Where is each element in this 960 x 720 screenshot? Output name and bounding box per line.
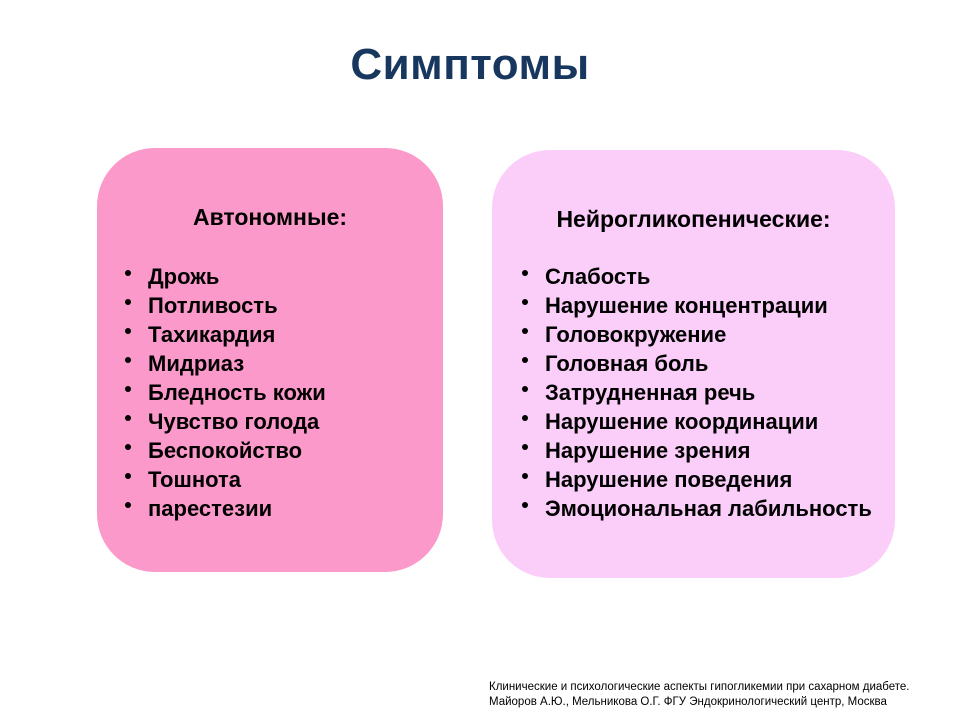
list-item: Головокружение bbox=[545, 320, 895, 349]
neuroglycopenic-box-header: Нейрогликопенические: bbox=[556, 206, 831, 232]
list-item: Дрожь bbox=[148, 262, 443, 291]
citation-line-2: Майоров А.Ю., Мельникова О.Г. ФГУ Эндокринологический центр, Москва bbox=[489, 696, 887, 708]
autonomic-symptoms-box bbox=[97, 148, 443, 572]
list-item: Нарушение координации bbox=[545, 407, 895, 436]
neuroglycopenic-symptoms-list bbox=[492, 262, 895, 523]
list-item: Нарушение поведения bbox=[545, 465, 895, 494]
citation-footer bbox=[489, 680, 909, 710]
list-item: Нарушение концентрации bbox=[545, 291, 895, 320]
list-item: Бледность кожи bbox=[148, 378, 443, 407]
list-item: Мидриаз bbox=[148, 349, 443, 378]
list-item: Тахикардия bbox=[148, 320, 443, 349]
citation-line-1: Клинические и психологические аспекты гипогликемии при сахарном диабете. bbox=[489, 681, 910, 693]
list-item: Затрудненная речь bbox=[545, 378, 895, 407]
list-item: парестезии bbox=[148, 494, 443, 523]
slide-title: Симптомы bbox=[350, 40, 590, 89]
list-item: Нарушение зрения bbox=[545, 436, 895, 465]
list-item: Чувство голода bbox=[148, 407, 443, 436]
list-item: Головная боль bbox=[545, 349, 895, 378]
list-item: Эмоциональная лабильность bbox=[545, 494, 895, 523]
autonomic-symptoms-list bbox=[97, 262, 443, 523]
list-item: Потливость bbox=[148, 291, 443, 320]
list-item: Тошнота bbox=[148, 465, 443, 494]
neuroglycopenic-symptoms-box bbox=[492, 150, 895, 578]
autonomic-box-header: Автономные: bbox=[192, 204, 348, 230]
list-item: Беспокойство bbox=[148, 436, 443, 465]
list-item: Слабость bbox=[545, 262, 895, 291]
